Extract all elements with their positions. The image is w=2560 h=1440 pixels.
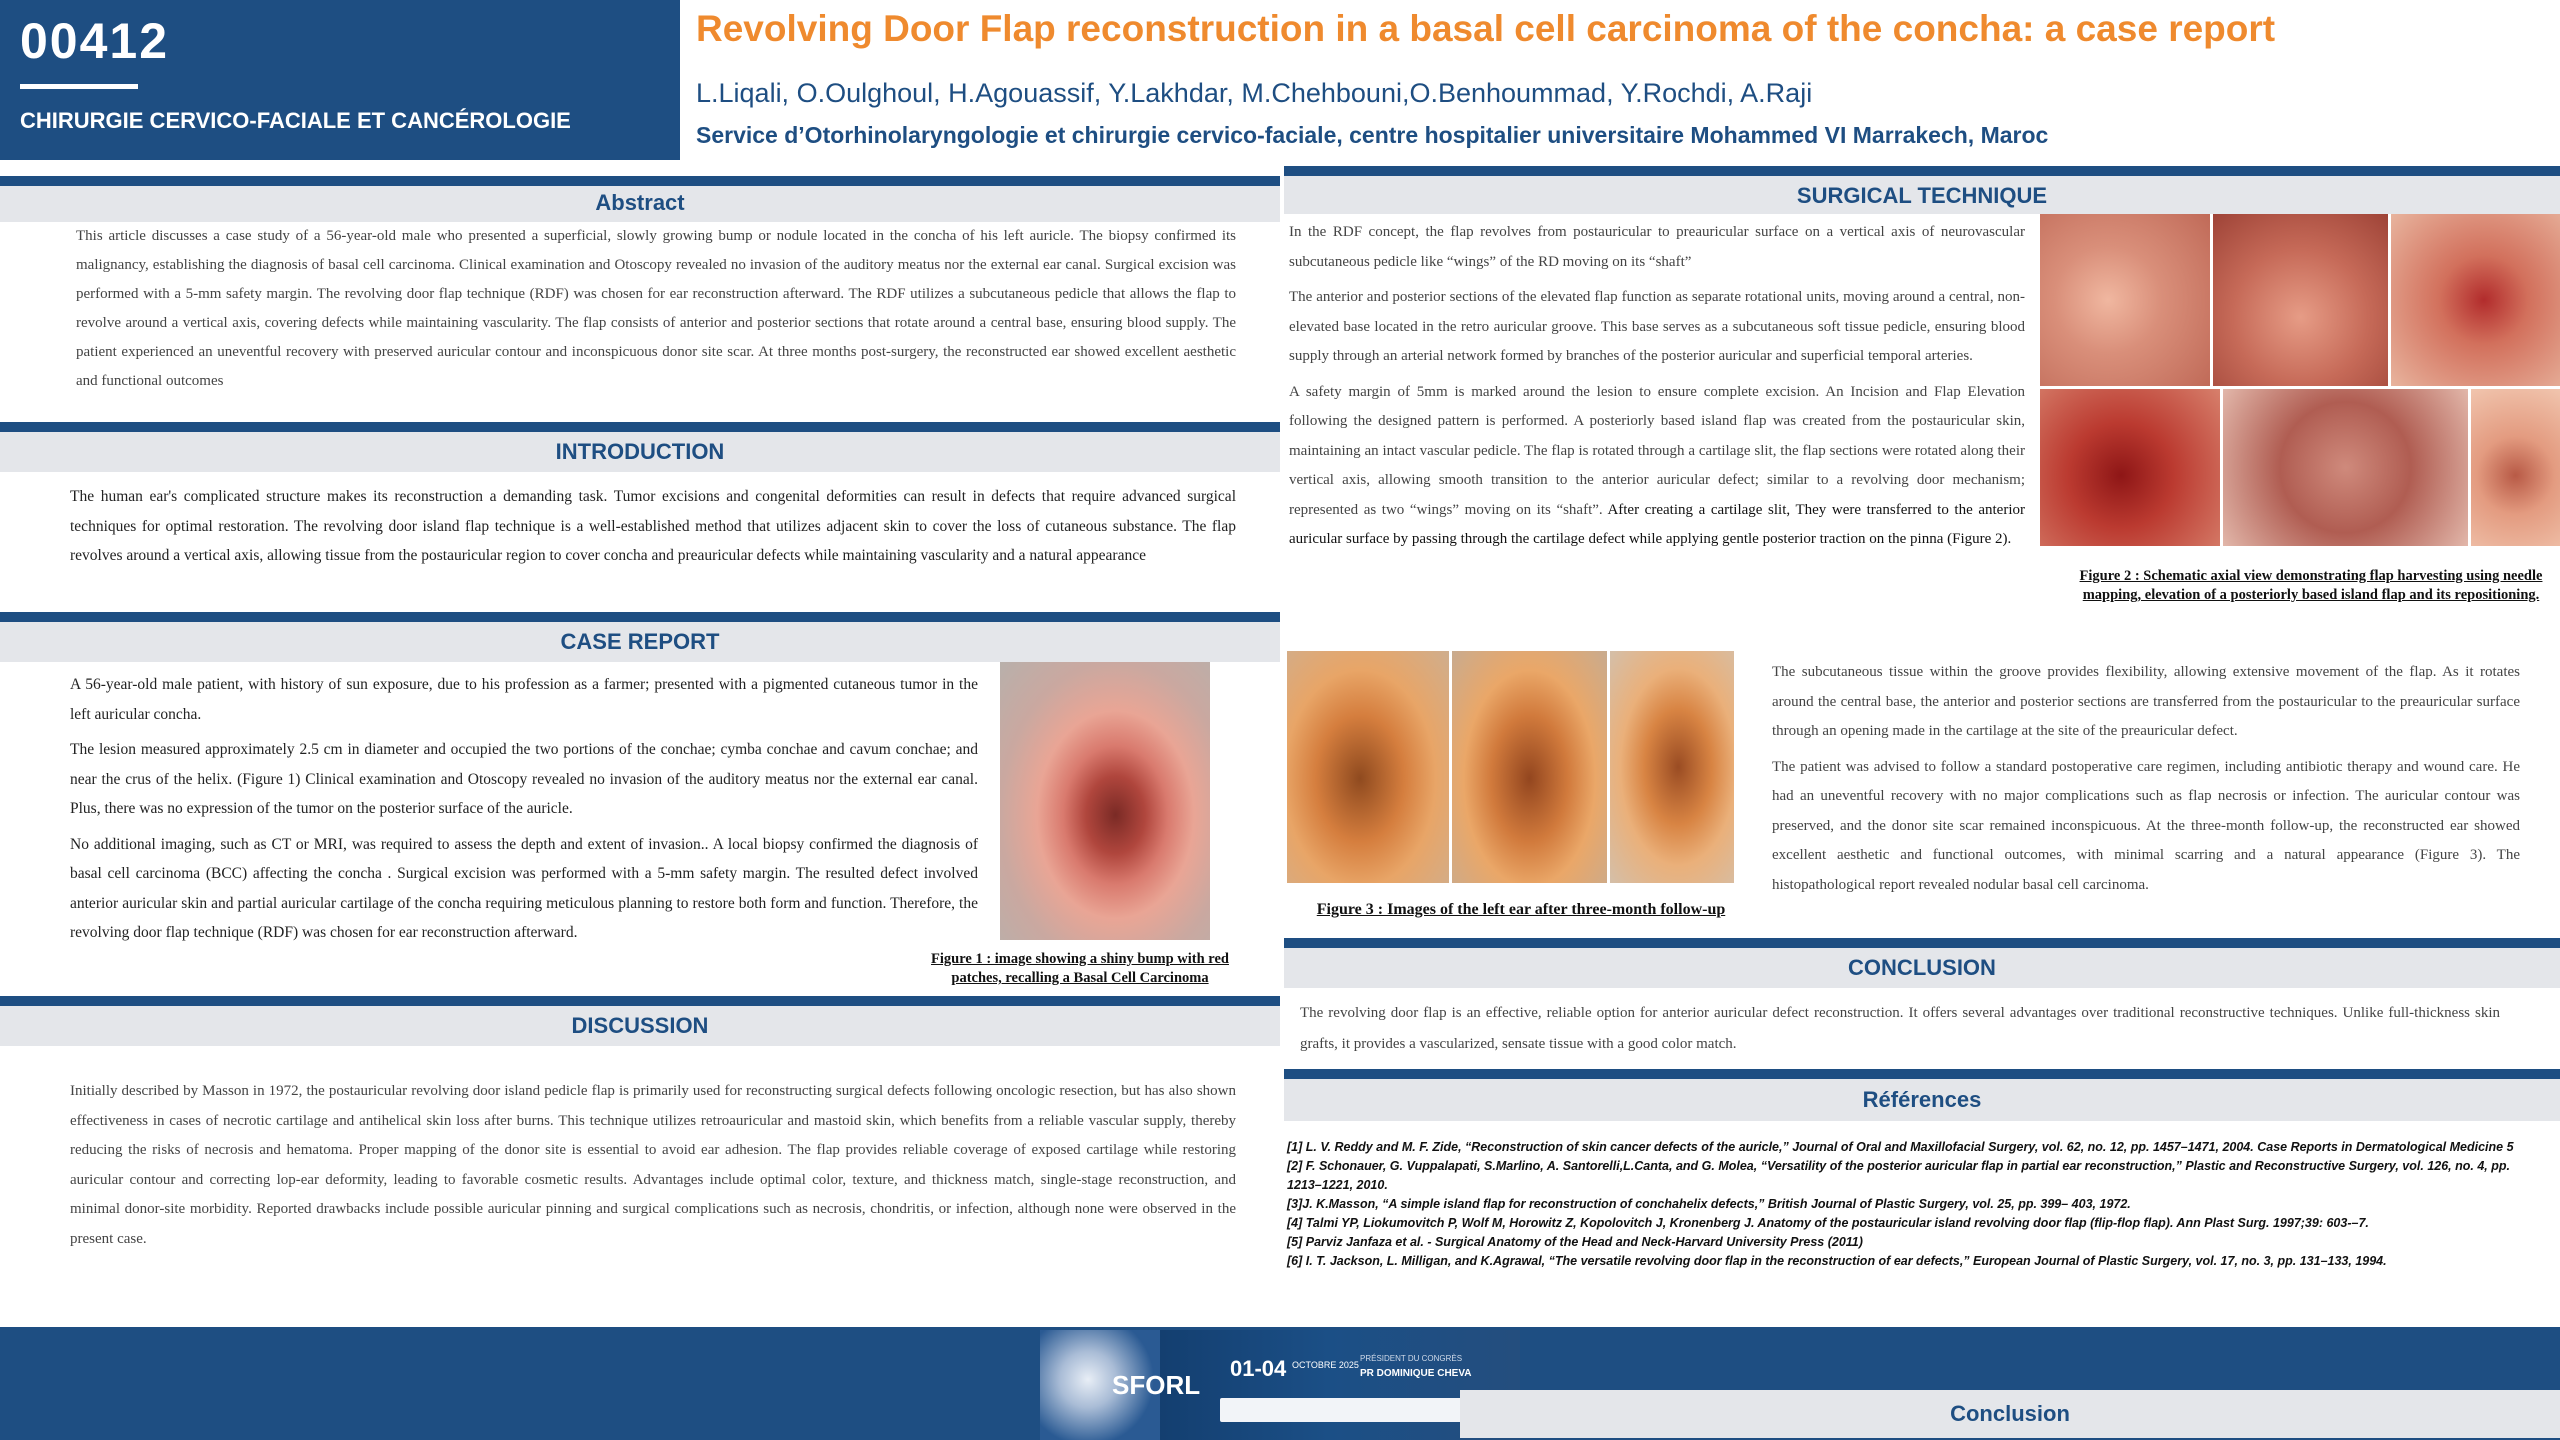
surgical-photo-1 [2040, 214, 2210, 386]
header-divider [20, 84, 138, 89]
reference-item: [4] Talmi YP, Liokumovitch P, Wolf M, Horowitz Z, Kopolovitch J, Kronenberg J. Anatomy of the postauricular island revolving door flap (flip-flop flap). Ann Plast Surg. 1997;39: 603-–7. [1287, 1216, 2369, 1230]
case-report-text [70, 670, 978, 954]
footer-conclusion-label: Conclusion [1950, 1401, 2070, 1426]
surgical-technique-paragraph-5: The patient was advised to follow a standard postoperative care regimen, including antibiotic therapy and wound care. He had an uneventful recovery with no major complications such as flap necrosis or infection. The auricular contour was preserved, and the donor site scar remained inconspicuous. At the three-month follow-up, the reconstructed ear showed excellent aesthetic and functional outcomes, with minimal scarring and a natural appearance (Figure 3). The histopathological report revealed nodular basal cell carcinoma. [1772, 758, 2520, 893]
surgical-photo-5 [2223, 389, 2468, 546]
surgical-technique-paragraph-3-text: A safety margin of 5mm is marked around the lesion to ensure complete excision. An Incision and Flap Elevation following the designed pattern is performed. A posteriorly based island flap was created from the postauricular skin, maintaining an intact vascular pedicle. The flap is rotated through a cartilage slit, the flap sections were rotated along their vertical axis, allowing smooth transition to the anterior auricular defect; similar to a revolving door mechanism; represented as two “wings” moving on its “shaft”. [1289, 383, 2025, 518]
figure-1-ear-lesion-photo [1000, 662, 1210, 940]
surgical-photo-6 [2471, 389, 2560, 546]
figure-2-surgical-photos [2040, 214, 2560, 546]
footer-conclusion-bar [1460, 1390, 2560, 1438]
surgical-technique-paragraph-3 [1289, 378, 2025, 555]
affiliation: Service d’Otorhinolaryngologie et chirurgie cervico-faciale, centre hospitalier universitaire Mohammed VI Marrakech, Maroc [696, 122, 2049, 148]
reference-item: [5] Parviz Janfaza et al. - Surgical Anatomy of the Head and Neck-Harvard University Press (2011) [1287, 1235, 1863, 1249]
surgical-technique-paragraph-3-emphasis: After creating a cartilage slit, They were transferred to the anterior auricular surface by passing through the cartilage defect while applying gentle posterior traction on the pinna (Figure 2). [1289, 501, 2025, 547]
conclusion-heading: CONCLUSION [1848, 955, 1996, 980]
figure-1-caption: Figure 1 : image showing a shiny bump with red patches, recalling a Basal Cell Carcinoma [931, 951, 1229, 986]
introduction-heading-bar [0, 422, 1280, 472]
surgical-technique-paragraph-1: In the RDF concept, the flap revolves from postauricular to preauricular surface on a vertical axis of neurovascular subcutaneous pedicle like “wings” of the RD moving on its “shaft” [1289, 224, 2025, 270]
follow-up-photo-2 [1452, 651, 1607, 883]
surgical-technique-text [1289, 218, 2025, 561]
introduction-text: The human ear's complicated structure makes its reconstruction a demanding task. Tumor excisions and congenital deformities can result in defects that require advanced surgical techniques for optimal restoration. The revolving door island flap technique is a well-established method that utilizes adjacent skin to cover the loss of cutaneous substance. The flap revolves around a vertical axis, allowing tissue from the postauricular region to cover concha and preauricular defects while maintaining vascularity and a natural appearance [70, 488, 1236, 564]
references-heading-bar [1284, 1069, 2560, 1121]
references-heading: Références [1862, 1087, 1982, 1112]
surgical-technique-text-continued [1772, 658, 2520, 906]
reference-item: [6] I. T. Jackson, L. Milligan, and K.Agrawal, “The versatile revolving door flap in the reconstruction of ear defects,” European Journal of Plastic Surgery, vol. 17, no. 3, pp. 131–133, 1994. [1287, 1254, 2387, 1268]
case-report-paragraph-2: The lesion measured approximately 2.5 cm in diameter and occupied the two portions of the conchae; cymba conchae and cavum conchae; and near the crus of the helix. (Figure 1) Clinical examination and Otoscopy revealed no invasion of the auditory meatus nor the external ear canal. Plus, there was no expression of the tumor on the posterior surface of the auricle. [70, 741, 978, 817]
discussion-heading-bar [0, 996, 1280, 1046]
case-report-heading-bar [0, 612, 1280, 662]
figure-2-caption: Figure 2 : Schematic axial view demonstrating flap harvesting using needle mapping, elevation of a posteriorly based island flap and its repositioning. [2079, 568, 2543, 603]
follow-up-photo-3 [1610, 651, 1734, 883]
authors: L.Liqali, O.Oulghoul, H.Agouassif, Y.Lakhdar, M.Chehbouni,O.Benhoummad, Y.Rochdi, A.Raji [696, 78, 1813, 108]
conclusion-heading-bar [1284, 938, 2560, 988]
abstract-heading-bar [0, 176, 1280, 222]
surgical-technique-paragraph-4: The subcutaneous tissue within the groove provides flexibility, allowing extensive movement of the flap. As it rotates around the central base, the anterior and posterior sections are transferred from the postauricular to the preauricular surface through an opening made in the cartilage at the site of the preauricular defect. [1772, 664, 2520, 739]
surgical-technique-heading-bar [1284, 166, 2560, 214]
surgical-photo-3 [2391, 214, 2560, 386]
figure-3-follow-up-photos [1287, 651, 1734, 883]
case-report-heading: CASE REPORT [560, 629, 720, 654]
congress-banner [1040, 1330, 1520, 1440]
case-report-paragraph-3: No additional imaging, such as CT or MRI, was required to assess the depth and extent of invasion.. A local biopsy confirmed the diagnosis of basal cell carcinoma (BCC) affecting the concha . Surgical excision was performed with a 5-mm safety margin. The resulted defect involved anterior auricular skin and partial auricular cartilage of the concha requiring meticulous planning to restore both form and function. Therefore, the revolving door flap technique (RDF) was chosen for ear reconstruction afterward. [70, 835, 978, 941]
congress-dates: 01-04 [1230, 1356, 1287, 1381]
surgical-photo-4 [2040, 389, 2220, 546]
reference-item: [1] L. V. Reddy and M. F. Zide, “Reconstruction of skin cancer defects of the auricle,” Journal of Oral and Maxillofacial Surgery, vol. 62, no. 12, pp. 1457–1471, 2004. Case Reports in Dermatological Medicine 5 [1287, 1140, 2514, 1154]
surgical-technique-heading: SURGICAL TECHNIQUE [1796, 183, 2048, 208]
abstract-heading: Abstract [595, 190, 685, 215]
poster-number: 00412 [20, 13, 170, 69]
introduction-heading: INTRODUCTION [555, 439, 725, 464]
discussion-text: Initially described by Masson in 1972, the postauricular revolving door island pedicle flap is primarily used for reconstructing surgical defects following oncologic resection, but has also shown effectiveness in cases of necrotic cartilage and antihelical skin loss after burns. This technique utilizes retroauricular and mastoid skin, which benefits from a reliable vascular supply, thereby reducing the risks of necrosis and hematoma. Proper mapping of the donor site is essential to avoid ear adhesion. The flap provides reliable coverage of exposed cartilage while restoring auricular contour and correcting lop-ear deformity, leading to favorable cosmetic results. Advantages include optimal color, texture, and thickness match, single-stage reconstruction, and minimal donor-site morbidity. Reported drawbacks include possible auricular pinning and surgical complications such as necrosis, chondritis, or infection, although none were observed in the present case. [70, 1083, 1236, 1247]
abstract-text: This article discusses a case study of a 56-year-old male who presented a superficial, slowly growing bump or nodule located in the concha of his left auricle. The biopsy confirmed its malignancy, establishing the diagnosis of basal cell carcinoma. Clinical examination and Otoscopy revealed no invasion of the auditory meatus nor the external ear canal. Surgical excision was performed with a 5-mm safety margin. The revolving door flap technique (RDF) was chosen for ear reconstruction afterward. The RDF utilizes a subcutaneous pedicle that allows the flap to revolve around a vertical axis, covering defects while maintaining vascularity. The flap consists of anterior and posterior sections that rotate around a central base, ensuring blood supply. The patient experienced an uneventful recovery with preserved auricular contour and inconspicuous donor site scar. At three months post-surgery, the reconstructed ear showed excellent aesthetic and functional outcomes [76, 228, 1236, 389]
congress-month: OCTOBRE 2025 [1292, 1360, 1359, 1370]
discussion-heading: DISCUSSION [571, 1013, 709, 1038]
president-name: PR DOMINIQUE CHEVA [1360, 1368, 1472, 1379]
sponsor-logos-strip [1220, 1398, 1500, 1422]
conclusion-text: The revolving door flap is an effective, reliable option for anterior auricular defect reconstruction. It offers several advantages over traditional reconstructive techniques. Unlike full-thickness skin grafts, it provides a vascularized, sensate tissue with a good color match. [1300, 1005, 2500, 1052]
figure-3-caption: Figure 3 : Images of the left ear after three-month follow-up [1316, 901, 1726, 918]
poster-title: Revolving Door Flap reconstruction in a basal cell carcinoma of the concha: a case report [696, 8, 2276, 49]
follow-up-photo-1 [1287, 651, 1449, 883]
reference-item: [3]J. K.Masson, “A simple island flap for reconstruction of conchahelix defects,” British Journal of Plastic Surgery, vol. 25, pp. 399– 403, 1972. [1287, 1197, 2131, 1211]
department-label: CHIRURGIE CERVICO-FACIALE ET CANCÉROLOGIE [20, 108, 571, 133]
references-list [1287, 1138, 2542, 1271]
reference-item: [2] F. Schonauer, G. Vuppalapati, S.Marlino, A. Santorelli,L.Canta, and G. Molea, “Versatility of the posterior auricular flap in partial ear reconstruction,” Plastic and Reconstructive Surgery, vol. 126, no. 4, pp. 1213–1221, 2010. [1287, 1159, 2510, 1192]
congress-name: SFORL [1112, 1370, 1201, 1400]
president-label: PRÉSIDENT DU CONGRÈS [1360, 1354, 1463, 1363]
surgical-photo-2 [2213, 214, 2388, 386]
surgical-technique-paragraph-2: The anterior and posterior sections of the elevated flap function as separate rotational units, moving around a central, non-elevated base located in the retro auricular groove. This base serves as a subcutaneous soft tissue pedicle, ensuring blood supply through an arterial network formed by branches of the posterior auricular and superficial temporal arteries. [1289, 289, 2025, 364]
case-report-paragraph-1: A 56-year-old male patient, with history of sun exposure, due to his profession as a farmer; presented with a pigmented cutaneous tumor in the left auricular concha. [70, 676, 978, 723]
